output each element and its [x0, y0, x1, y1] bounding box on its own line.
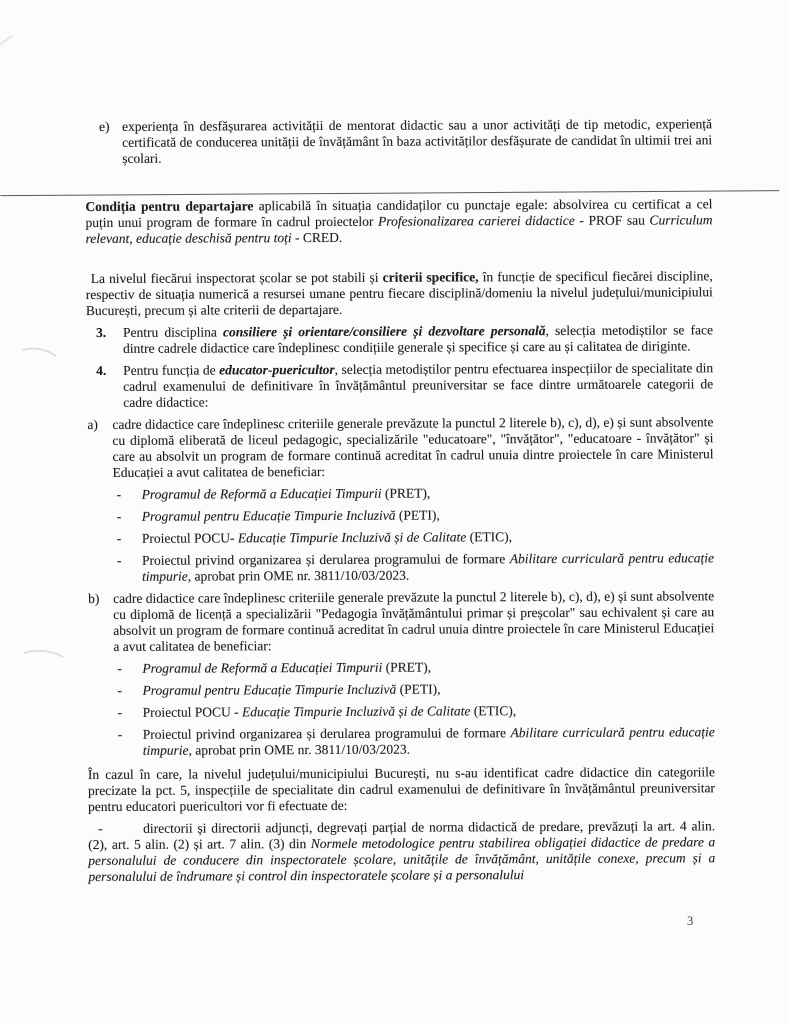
list-item-text [142, 506, 714, 524]
text-run: experiența în desfășurarea activității de mentorat didactic sau a unor activități de tip metodic, experiență certificată de conducerea unității de învățământ în baza activităților desfășurate de candidat în ultimii trei ani școlari. [121, 116, 713, 166]
text-run: Programul pentru Educație Timpurie Incluzivă [141, 507, 396, 524]
list-item-text [142, 484, 714, 502]
dash-bullet [87, 528, 714, 547]
dash-bullet [87, 550, 714, 585]
list-marker: - [116, 508, 122, 524]
text-run: criterii specifice, [382, 269, 479, 285]
list-marker: 4. [96, 362, 107, 378]
lettered-item [86, 414, 713, 481]
text-run: , selecția metodiștilor pentru efectuarea inspecțiilor de specialitate din cadrul examenului de definitivare în învățământul preuniversitar se face dintre următoarele categorii de cadre didactice: [123, 360, 714, 410]
text-run: Proiectul privind organizarea și derularea programului de formare [141, 551, 510, 568]
list-marker: 3. [95, 324, 107, 340]
list-marker: b) [88, 590, 100, 606]
list-item-text [113, 588, 714, 655]
scan-artifact [14, 344, 61, 373]
text-run: (ETIC), [466, 529, 512, 545]
text-run: Condiția pentru departajare [85, 198, 254, 214]
paragraph [86, 268, 713, 319]
text-run: Programul de Reformă a Educației Timpurii [141, 485, 382, 502]
list-marker: - [117, 682, 123, 698]
lettered-item [87, 588, 714, 655]
text-run: consiliere și orientare/consiliere și dezvoltare personală [222, 322, 546, 340]
text-run: Profesionalizarea carierei didactice [377, 212, 575, 229]
list-marker: - [117, 726, 123, 742]
document-body [85, 116, 715, 885]
text-run: Abilitare curriculară pentru educație timpurie [141, 550, 714, 584]
text-run: - PROF sau [574, 212, 650, 228]
text-run: Proiectul POCU- [141, 530, 238, 546]
list-item-text [112, 414, 713, 481]
text-run: Pentru disciplina [122, 324, 224, 340]
text-run: educator-puericultor [219, 361, 335, 378]
text-run: (ETIC), [470, 703, 517, 719]
text-run: Educație Timpurie Incluzivă și de Calitate [241, 703, 471, 720]
text-run: (PETI), [395, 507, 440, 523]
dash-bullet [87, 680, 714, 699]
text-run: (PETI), [396, 681, 441, 697]
text-run: directorii și directorii adjuncți, degrevați parțial de norma didactică de predare, prevăzuți la art. 4 alin. (2), art. 5 alin. (2) și art. 7 alin. (3) din [88, 818, 716, 852]
dash-bullet [87, 658, 714, 677]
text-run: Proiectul privind organizarea și derularea programului de formare [142, 725, 511, 742]
text-run: În cazul în care, la nivelul județului/municipiului București, nu s-au identificat cadre didactice din categoriile precizate la pct. 5, inspecțiile de specialitate din cadrul examenului de definitivare în învățământul preuniversitar pentru educatori puericultori vor fi efectuate de: [87, 764, 715, 814]
text-run: , selecția metodiștilor se face dintre cadrele didactice care îndeplinesc condițiile generale și specifice și care au și calitatea de diriginte. [122, 322, 713, 356]
paragraph [88, 764, 715, 815]
list-item-text [142, 658, 714, 676]
text-run: - CRED. [291, 229, 343, 246]
list-item-text [123, 360, 713, 411]
text-run: aplicabilă în situația candidaților cu punctaje egale: absolvirea cu certificat a cel puțin unui program de formare în cadrul proiectelor [85, 196, 713, 230]
text-run: Pentru funcția de [123, 362, 220, 378]
page-number: 3 [687, 914, 694, 928]
rule [0, 190, 779, 196]
text-run: Educație Timpurie Incluzivă și de Calitate [237, 529, 467, 546]
list-item-text [142, 680, 714, 698]
text-run: , aprobat prin OME nr. 3811/10/03/2023. [188, 741, 411, 758]
text-run: (PRET), [382, 659, 432, 675]
letter-item-e [85, 116, 712, 167]
list-item-text [142, 550, 714, 584]
list-marker: a) [87, 416, 98, 432]
numbered-item [86, 360, 713, 411]
list-marker: - [117, 660, 122, 676]
dash-bullet [88, 724, 715, 759]
list-marker: e) [98, 118, 110, 134]
text-run: Programul pentru Educație Timpurie Incluzivă [142, 681, 397, 698]
dash-bullet [88, 702, 715, 721]
text-run: Programul de Reformă a Educației Timpurii [142, 659, 383, 676]
text-run: Curriculum relevant, educație deschisă pentru toți [85, 212, 713, 246]
list-item-text [143, 724, 715, 758]
dash-bullet [87, 506, 714, 525]
text-run: cadre didactice care îndeplinesc criteriile generale prevăzute la punctul 2 literele b), c), d), e) și sunt absolvente cu diplomă de licență a specializării "Pedagogia învățământului primar și preșcolar" sau echivalent și care au absolvit un program de formare continuă acreditat în cadrul unuia dintre proiectele în care Ministerul Educației a avut calitatea de beneficiar: [113, 588, 715, 654]
scan-artifact [0, 35, 13, 47]
list-marker: - [116, 530, 122, 546]
text-run: Abilitare curriculară pentru educație timpurie [142, 724, 715, 758]
text-run: La nivelul fiecărui inspectorat școlar se pot stabili și [90, 269, 383, 286]
list-item-text [123, 322, 713, 357]
list-marker: - [116, 552, 122, 568]
dash-bullet [87, 484, 714, 503]
list-item-text [142, 528, 714, 546]
hanging-bullet [88, 818, 715, 885]
text-run: Normele metodologice pentru stabilirea obligației didactice de predare a personalului de conducere din inspectoratele școlare, unitățile de învățământ, unitățile conexe, precum și a personalului de îndrumare și control din inspectoratele școlare și a personalului [88, 834, 716, 884]
bullet-marker: - [98, 820, 103, 836]
text-run: cadre didactice care îndeplinesc criteriile generale prevăzute la punctul 2 literele b), c), d), e) și sunt absolvente cu diplomă eliberată de liceul pedagogic, specializările "educatoare", "învățător", "educatoare - învățător" și care au absolvit un program de formare continuă acreditat în cadrul unuia dintre proiectele în care Ministerul Educației a avut calitatea de beneficiar: [112, 414, 714, 480]
list-item-text [122, 116, 712, 167]
paragraph [85, 196, 712, 247]
list-marker: - [117, 704, 123, 720]
text-run: în funcție de specificul fiecărei discipline, respectiv de situația numerică a resursei umane pentru fiecare disciplină/domeniu la nivelul județului/municipiului București, precum și alte criterii de departajare. [85, 268, 713, 318]
numbered-item [86, 322, 713, 357]
document-content [85, 116, 715, 885]
text-run: , aprobat prin OME nr. 3811/10/03/2023. [187, 567, 410, 584]
text-run: (PRET), [381, 485, 431, 501]
text-run: Proiectul POCU - [142, 704, 242, 720]
scan-artifact [17, 647, 69, 674]
list-marker: - [116, 486, 122, 502]
list-item-text [143, 702, 715, 720]
